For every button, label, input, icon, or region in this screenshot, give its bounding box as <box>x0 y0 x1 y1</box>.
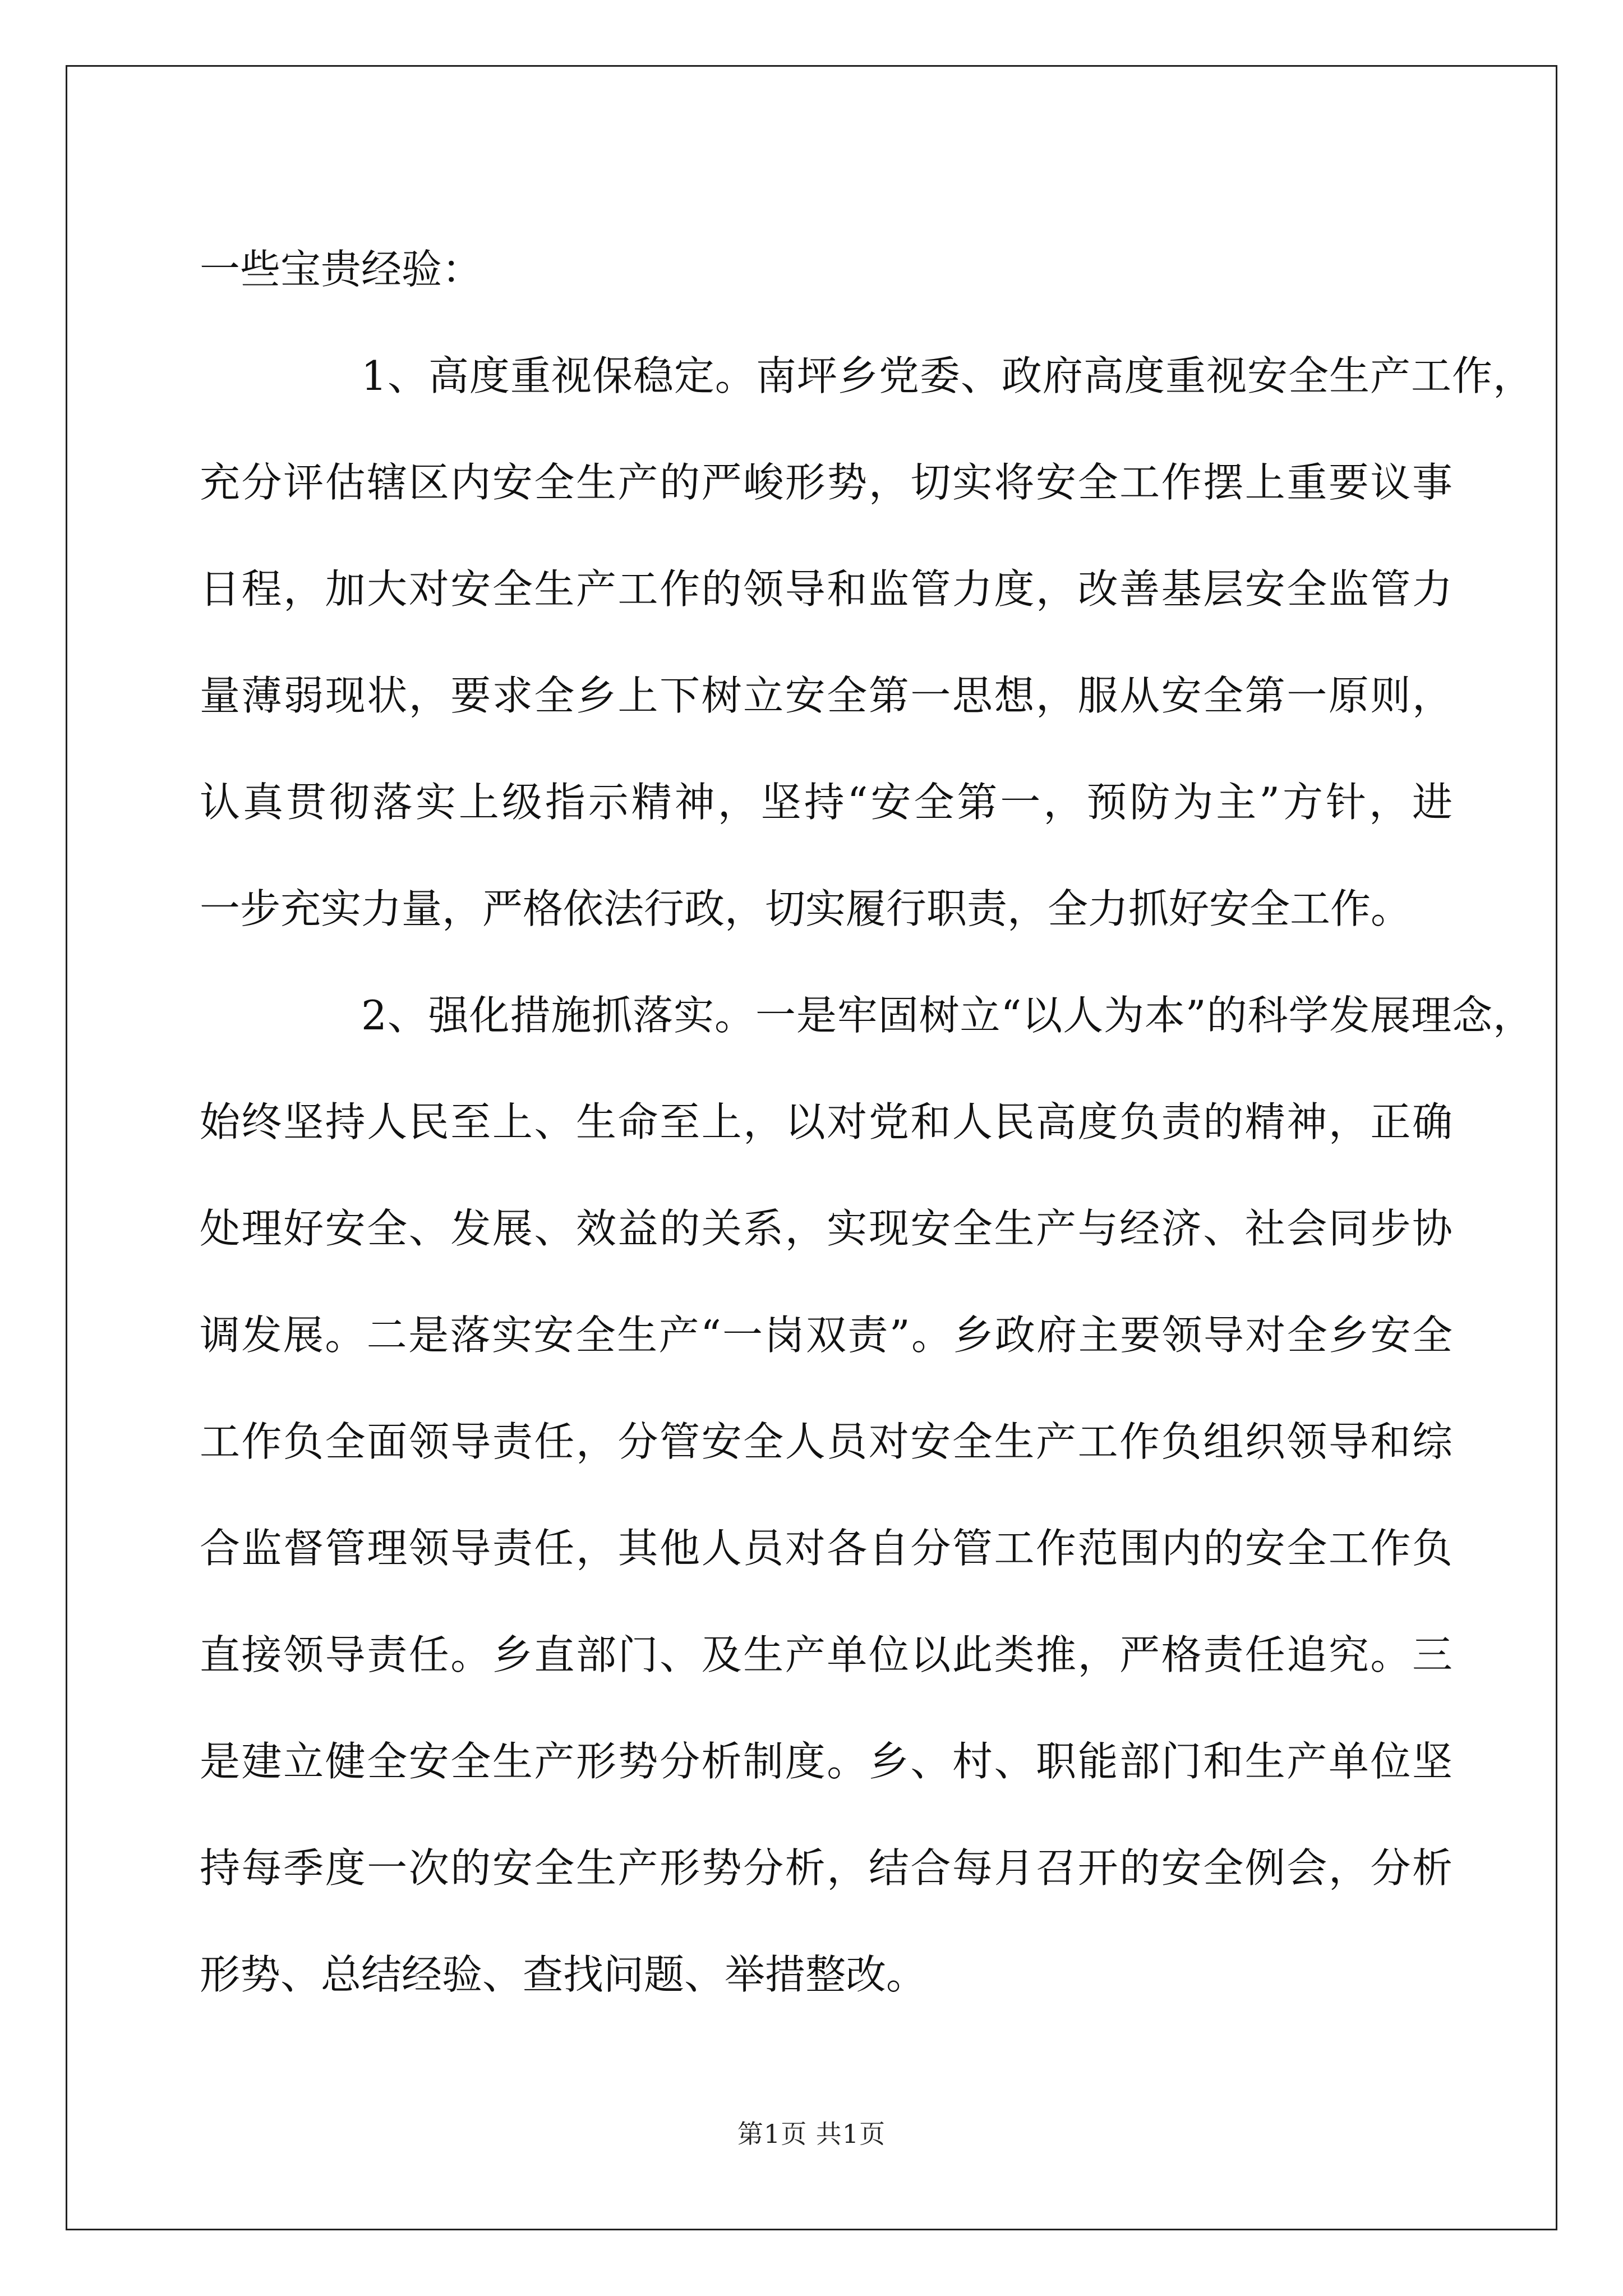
text-line: 2、强化措施抓落实。一是牢固树立“以人为本”的科学发展理念， <box>361 992 1534 1039</box>
page-number-footer: 第1页 共1页 <box>737 2119 886 2149</box>
paragraph-1 <box>200 323 1534 962</box>
text-line: 持每季度一次的安全生产形势分析，结合每月召开的安全例会，分析 <box>200 1844 1454 1892</box>
text-line: 形势、总结经验、查找问题、举措整改。 <box>200 1951 927 1998</box>
text-line: 一些宝贵经验： <box>200 246 483 293</box>
text-line: 1、高度重视保稳定。南坪乡党委、政府高度重视安全生产工作， <box>361 352 1534 399</box>
text-line: 一步充实力量，严格依法行政，切实履行职责，全力抓好安全工作。 <box>200 885 1412 932</box>
paragraph-2 <box>200 962 1534 2028</box>
text-line: 认真贯彻落实上级指示精神，坚持“安全第一，预防为主”方针，进 <box>200 779 1455 826</box>
text-line: 日程，加大对安全生产工作的领导和监管力度，改善基层安全监管力 <box>200 565 1454 613</box>
text-line: 充分评估辖区内安全生产的严峻形势，切实将安全工作摆上重要议事 <box>200 459 1454 506</box>
text-line: 合监督管理领导责任，其他人员对各自分管工作范围内的安全工作负 <box>200 1525 1454 1572</box>
text-line: 始终坚持人民至上、生命至上，以对党和人民高度负责的精神，正确 <box>200 1098 1454 1145</box>
text-line: 调发展。二是落实安全生产“一岗双责”。乡政府主要领导对全乡安全 <box>200 1312 1454 1359</box>
text-line: 是建立健全安全生产形势分析制度。乡、村、职能部门和生产单位坚 <box>200 1738 1454 1785</box>
document-body <box>200 216 1534 2028</box>
paragraph-intro <box>200 216 1453 323</box>
text-line: 工作负全面领导责任，分管安全人员对安全生产工作负组织领导和综 <box>200 1418 1454 1465</box>
text-line: 直接领导责任。乡直部门、及生产单位以此类推，严格责任追究。三 <box>200 1631 1454 1678</box>
text-line: 量薄弱现状，要求全乡上下树立安全第一思想，服从安全第一原则， <box>200 672 1454 719</box>
text-line: 处理好安全、发展、效益的关系，实现安全生产与经济、社会同步协 <box>200 1205 1454 1252</box>
